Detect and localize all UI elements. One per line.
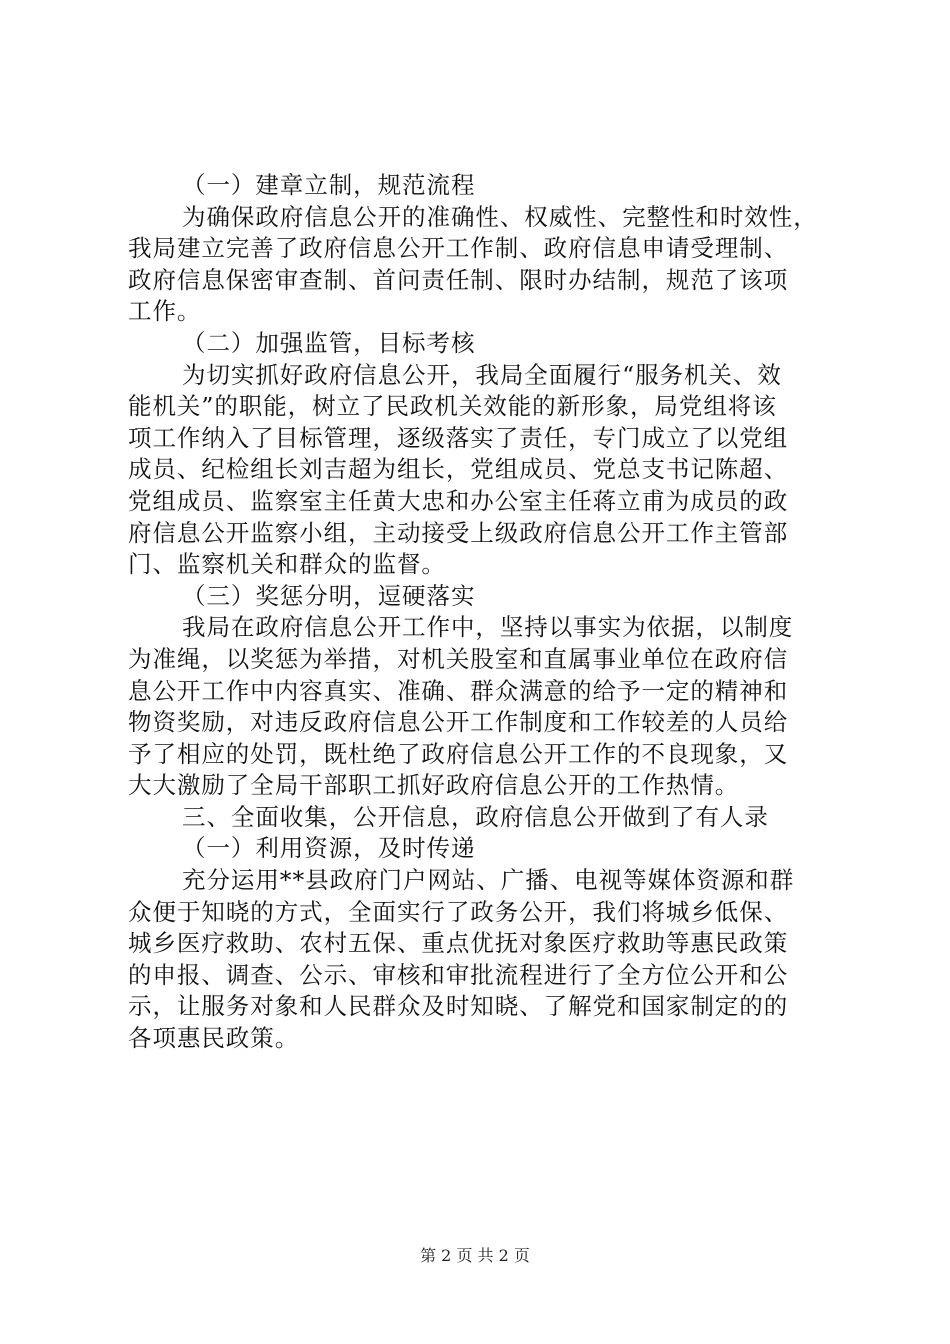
text-line: 我局建立完善了政府信息公开工作制、政府信息申请受理制、 (128, 234, 789, 263)
text-line: 予了相应的处罚，既杜绝了政府信息公开工作的不良现象，又 (128, 739, 789, 768)
text-line: （一）建章立制，规范流程 (182, 171, 476, 199)
text-line: （三）奖惩分明，逗硬落实 (182, 581, 476, 610)
text-line: 府信息公开监察小组，主动接受上级政府信息公开工作主管部 (128, 518, 789, 547)
text-line: 工作。 (128, 297, 202, 326)
text-line: 能机关”的职能，树立了民政机关效能的新形象，局党组将该 (128, 392, 777, 421)
page-footer: 第 2 页 共 2 页 (420, 1246, 530, 1265)
text-line: （二）加强监管，目标考核 (182, 328, 476, 357)
text-line: 为准绳，以奖惩为举措，对机关股室和直属事业单位在政府信 (128, 644, 789, 673)
text-line: 众便于知晓的方式，全面实行了政务公开，我们将城乡低保、 (128, 897, 789, 926)
text-line: 为切实抓好政府信息公开，我局全面履行“服务机关、效 (182, 360, 782, 389)
text-line: 三、全面收集，公开信息，政府信息公开做到了有人录 (182, 802, 769, 831)
text-line: 的申报、调查、公示、审核和审批流程进行了全方位公开和公 (128, 960, 789, 989)
text-line: 大大激励了全局干部职工抓好政府信息公开的工作热情。 (128, 771, 740, 800)
document-body (128, 170, 836, 1055)
text-line: 项工作纳入了目标管理，逐级落实了责任，专门成立了以党组 (128, 423, 789, 452)
text-line: 各项惠民政策。 (128, 1024, 300, 1053)
text-line: 示，让服务对象和人民群众及时知晓、了解党和国家制定的的 (128, 992, 789, 1021)
text-line: 城乡医疗救助、农村五保、重点优抚对象医疗救助等惠民政策 (128, 929, 789, 958)
text-line: 党组成员、监察室主任黄大忠和办公室主任蒋立甫为成员的政 (128, 486, 789, 515)
text-line: 门、监察机关和群众的监督。 (128, 550, 446, 579)
text-line: 物资奖励，对违反政府信息公开工作制度和工作较差的人员给 (128, 708, 789, 737)
text-line: 息公开工作中内容真实、准确、群众满意的给予一定的精神和 (128, 676, 789, 705)
text-line: 成员、纪检组长刘吉超为组长，党组成员、党总支书记陈超、 (128, 455, 789, 484)
text-line: 政府信息保密审查制、首问责任制、限时办结制，规范了该项 (128, 265, 789, 294)
text-line: 为确保政府信息公开的准确性、权威性、完整性和时效性， (182, 202, 818, 231)
text-line: （一）利用资源，及时传递 (182, 834, 476, 863)
text-line: 充分运用**县政府门户网站、广播、电视等媒体资源和群 (182, 866, 795, 895)
text-line: 我局在政府信息公开工作中，坚持以事实为依据，以制度 (182, 613, 794, 642)
